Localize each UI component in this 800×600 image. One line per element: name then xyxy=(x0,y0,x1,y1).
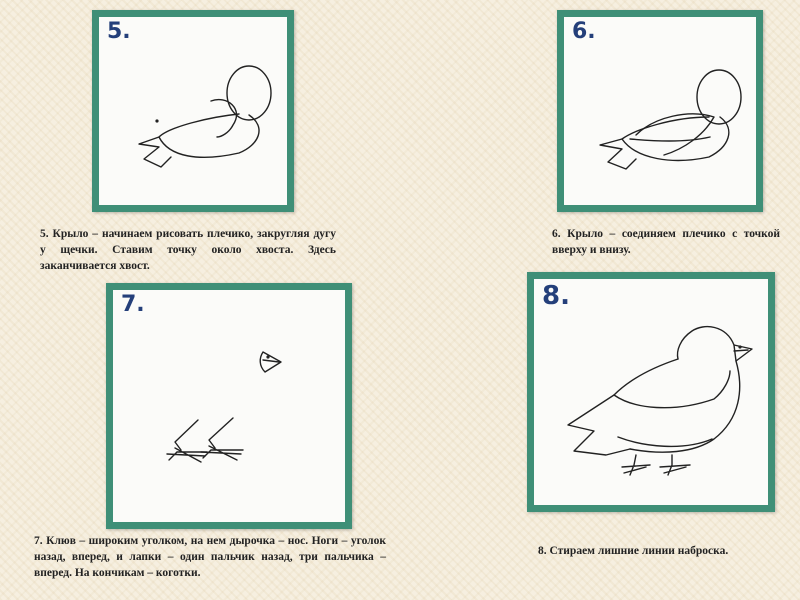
step-6-number: 6. xyxy=(572,19,596,44)
step-7-caption: 7. Клюв – широким уголком, на нем дырочка – нос. Ноги – уголок назад, вперед, и лапки – один пальчик назад, три пальчика – вперед. На кончикам – коготки. xyxy=(34,535,386,579)
step-8-card xyxy=(527,272,775,512)
step-7-bird-sketch xyxy=(113,290,345,522)
step-5-number: 5. xyxy=(107,19,131,44)
step-8-number: 8. xyxy=(542,281,570,311)
step-6-bird-sketch xyxy=(564,17,756,205)
step-8-caption: 8. Стираем лишние линии наброска. xyxy=(538,545,729,557)
step-8-bird-sketch xyxy=(534,279,768,505)
step-6-caption: 6. Крыло – соединяем плечико с точкой вверху и внизу. xyxy=(552,228,780,256)
step-7-card xyxy=(106,283,352,529)
step-5-bird-sketch xyxy=(99,17,287,205)
step-7-number: 7. xyxy=(121,292,145,317)
step-5-card xyxy=(92,10,294,212)
step-5-caption: 5. Крыло – начинаем рисовать плечико, закругляя дугу у щечки. Ставим точку около хвоста. Здесь заканчивается хвост. xyxy=(40,228,336,272)
step-6-card xyxy=(557,10,763,212)
